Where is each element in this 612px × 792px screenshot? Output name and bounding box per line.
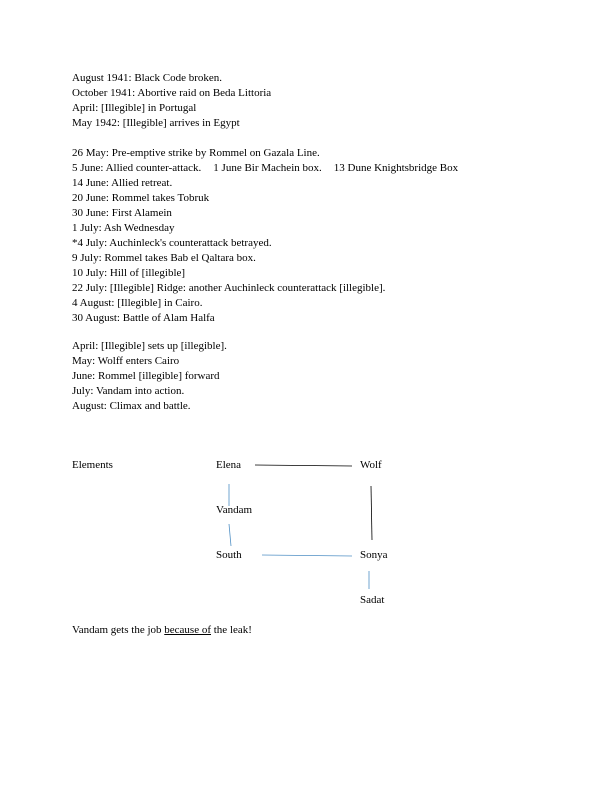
timeline-entry: 26 May: Pre-emptive strike by Rommel on Gazala Line. — [72, 147, 320, 159]
connector-wolf-sonya — [371, 486, 372, 540]
timeline-entry: May 1942: [Illegible] arrives in Egypt — [72, 117, 240, 129]
diagram-heading: Elements — [72, 459, 113, 471]
timeline-entry-part: 1 June Bir Machein box. — [213, 162, 322, 174]
timeline-entry: August: Climax and battle. — [72, 400, 191, 412]
timeline-entry: *4 July: Auchinleck's counterattack betrayed. — [72, 237, 272, 249]
connector-elena-wolf — [255, 465, 352, 466]
node-south: South — [216, 549, 242, 561]
timeline-entry: 20 June: Rommel takes Tobruk — [72, 192, 210, 204]
closing-text-underlined: because of — [164, 624, 211, 636]
node-sadat: Sadat — [360, 594, 385, 606]
timeline-entry: August 1941: Black Code broken. — [72, 72, 223, 84]
timeline-entry-part: 5 June: Allied counter-attack. — [72, 162, 202, 174]
timeline-entry: 30 June: First Alamein — [72, 207, 172, 219]
timeline-entry: 1 July: Ash Wednesday — [72, 222, 175, 234]
connector-vandam-south — [229, 524, 231, 546]
node-wolf: Wolf — [360, 459, 382, 471]
node-vandam: Vandam — [216, 504, 253, 516]
timeline-entry: 30 August: Battle of Alam Halfa — [72, 312, 215, 324]
timeline-entry: 10 July: Hill of [illegible] — [72, 267, 186, 279]
timeline-entry: 9 July: Rommel takes Bab el Qaltara box. — [72, 252, 256, 264]
closing-text-after: the leak! — [211, 624, 252, 636]
connector-south-sonya — [262, 555, 352, 556]
timeline-entry: October 1941: Abortive raid on Beda Littoria — [72, 87, 272, 99]
timeline-entry: 4 August: [Illegible] in Cairo. — [72, 297, 203, 309]
node-elena: Elena — [216, 459, 242, 471]
timeline-entry-part: 13 Dune Knightsbridge Box — [333, 162, 459, 174]
closing-sentence — [72, 623, 252, 638]
timeline-entry: April: [Illegible] sets up [illegible]. — [72, 340, 227, 352]
closing-text-before: Vandam gets the job — [72, 624, 165, 636]
timeline-entry: July: Vandam into action. — [72, 385, 185, 397]
timeline-entry: 22 July: [Illegible] Ridge: another Auchinleck counterattack [illegible]. — [72, 282, 386, 294]
timeline-entry: May: Wolff enters Cairo — [72, 355, 180, 367]
timeline-entry: 14 June: Allied retreat. — [72, 177, 173, 189]
timeline-entry: June: Rommel [illegible] forward — [72, 370, 220, 382]
timeline-entry: April: [Illegible] in Portugal — [72, 102, 197, 114]
node-sonya: Sonya — [360, 549, 388, 561]
